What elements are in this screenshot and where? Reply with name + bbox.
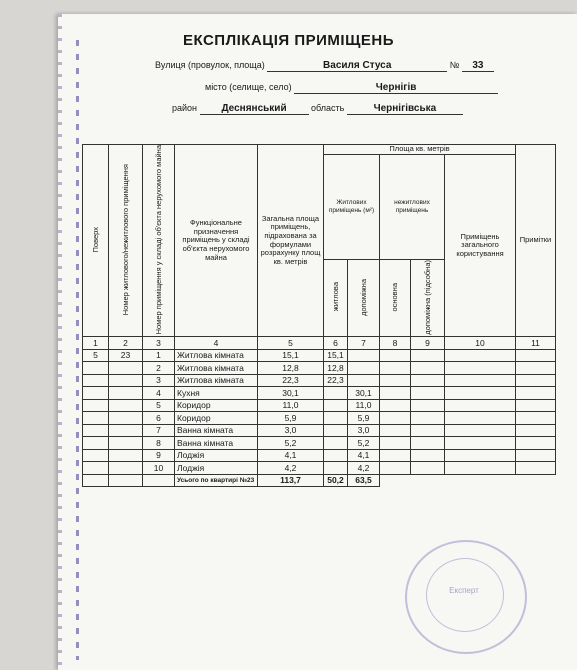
cell-auxiliary-area: 30,1 [348, 387, 380, 400]
header-room-number: Номер приміщення у складі об'єкта нерухомого майна [143, 145, 175, 337]
header-auxiliary-basement: допоміжна (підсобна) [411, 259, 445, 337]
number-value: 33 [462, 60, 494, 72]
cell-living-area [324, 449, 348, 462]
cell-apartment [109, 462, 143, 475]
cell-room: 10 [143, 462, 175, 475]
table-row [83, 449, 556, 462]
total-label: Усього по квартирі №23 [175, 474, 258, 487]
column-number: 10 [445, 337, 516, 350]
cell-total-area: 11,0 [258, 399, 324, 412]
table-body [83, 349, 556, 474]
cell-empty [411, 449, 445, 462]
cell-empty [445, 424, 516, 437]
cell-empty [109, 474, 143, 487]
cell-empty [516, 424, 556, 437]
table-row [83, 399, 556, 412]
cell-room-name: Житлова кімната [175, 374, 258, 387]
cell-empty [445, 437, 516, 450]
cell-empty [445, 449, 516, 462]
cell-apartment [109, 412, 143, 425]
column-number: 7 [348, 337, 380, 350]
cell-floor [83, 437, 109, 450]
cell-empty [380, 387, 411, 400]
cell-empty [411, 349, 445, 362]
cell-room: 8 [143, 437, 175, 450]
column-number: 8 [380, 337, 411, 350]
city-value: Чернігів [294, 82, 498, 94]
header-area-group: Площа кв. метрів [324, 145, 516, 155]
cell-apartment [109, 362, 143, 375]
cell-apartment [109, 424, 143, 437]
column-number: 2 [109, 337, 143, 350]
cell-empty [516, 374, 556, 387]
cell-room-name: Ванна кімната [175, 437, 258, 450]
cell-room-name: Ванна кімната [175, 424, 258, 437]
document-title: ЕКСПЛІКАЦІЯ ПРИМІЩЕНЬ [183, 32, 394, 49]
cell-empty [445, 462, 516, 475]
cell-empty [380, 399, 411, 412]
cell-room: 4 [143, 387, 175, 400]
header-living-group: Житлових приміщень (м²) [324, 154, 380, 259]
cell-total-area: 3,0 [258, 424, 324, 437]
table-row [83, 387, 556, 400]
cell-living-area [324, 399, 348, 412]
header-nonliving-group: нежитлових приміщень [380, 154, 445, 259]
cell-empty [445, 362, 516, 375]
column-number: 4 [175, 337, 258, 350]
header-main: основна [380, 259, 411, 337]
cell-total-area: 4,2 [258, 462, 324, 475]
page-binding [58, 14, 62, 670]
cell-auxiliary-area: 4,2 [348, 462, 380, 475]
table-row [83, 374, 556, 387]
cell-empty [380, 374, 411, 387]
cell-room-name: Коридор [175, 412, 258, 425]
cell-floor [83, 399, 109, 412]
cell-living-area [324, 412, 348, 425]
cell-floor [83, 449, 109, 462]
cell-empty [516, 349, 556, 362]
cell-empty [83, 474, 109, 487]
cell-empty [516, 362, 556, 375]
cell-floor [83, 424, 109, 437]
column-number: 9 [411, 337, 445, 350]
cell-empty [380, 462, 411, 475]
cell-floor [83, 462, 109, 475]
cell-empty [411, 462, 445, 475]
cell-living-area: 22,3 [324, 374, 348, 387]
cell-empty [516, 449, 556, 462]
cell-room-name: Лоджія [175, 462, 258, 475]
cell-empty [411, 399, 445, 412]
cell-floor [83, 387, 109, 400]
cell-living-area [324, 424, 348, 437]
city-field [205, 82, 498, 94]
column-numbers-row [83, 337, 556, 350]
cell-empty [411, 387, 445, 400]
cell-empty [143, 474, 175, 487]
oblast-label: область [311, 103, 345, 113]
table-row [83, 437, 556, 450]
city-label: місто (селище, село) [205, 82, 292, 92]
cell-total-area: 30,1 [258, 387, 324, 400]
street-label: Вулиця (провулок, площа) [155, 60, 265, 70]
cell-empty [445, 349, 516, 362]
cell-apartment [109, 449, 143, 462]
cell-empty [516, 437, 556, 450]
cell-empty [411, 412, 445, 425]
cell-empty [445, 399, 516, 412]
cell-empty [411, 424, 445, 437]
street-field [155, 60, 494, 72]
cell-total-area: 22,3 [258, 374, 324, 387]
cell-total-area: 15,1 [258, 349, 324, 362]
header-function: Функціональне призначення приміщень у складі об'єкта нерухомого майна [175, 145, 258, 337]
cell-empty [380, 349, 411, 362]
cell-living-area [324, 387, 348, 400]
cell-floor [83, 362, 109, 375]
cell-room: 3 [143, 374, 175, 387]
total-auxiliary: 63,5 [348, 474, 380, 487]
cell-living-area: 15,1 [324, 349, 348, 362]
district-value: Деснянський [200, 103, 309, 115]
table-row [83, 349, 556, 362]
column-number: 6 [324, 337, 348, 350]
header-apartment-number: Номер житлового/нежитлового приміщення [109, 145, 143, 337]
cell-auxiliary-area [348, 374, 380, 387]
cell-empty [445, 412, 516, 425]
cell-floor [83, 412, 109, 425]
cell-empty [445, 387, 516, 400]
explication-table [82, 144, 556, 487]
header-floor: Поверх [83, 145, 109, 337]
cell-empty [516, 387, 556, 400]
cell-auxiliary-area: 3,0 [348, 424, 380, 437]
cell-room-name: Кухня [175, 387, 258, 400]
cell-empty [411, 362, 445, 375]
cell-room-name: Коридор [175, 399, 258, 412]
cell-room: 5 [143, 399, 175, 412]
cell-apartment [109, 374, 143, 387]
number-label: № [449, 60, 460, 70]
cell-living-area [324, 462, 348, 475]
cell-empty [380, 437, 411, 450]
cell-total-area: 5,2 [258, 437, 324, 450]
cell-empty [380, 362, 411, 375]
cell-auxiliary-area [348, 349, 380, 362]
district-field [172, 103, 463, 115]
cell-empty [516, 462, 556, 475]
cell-apartment [109, 387, 143, 400]
cell-total-area: 12,8 [258, 362, 324, 375]
cell-living-area: 12,8 [324, 362, 348, 375]
cell-room-name: Житлова кімната [175, 349, 258, 362]
cell-auxiliary-area: 11,0 [348, 399, 380, 412]
table-row [83, 412, 556, 425]
cell-empty [411, 374, 445, 387]
cell-empty [445, 374, 516, 387]
stamp-text: Експерт [449, 586, 479, 595]
cell-empty [411, 437, 445, 450]
official-stamp-inner [426, 558, 504, 632]
column-number: 11 [516, 337, 556, 350]
cell-auxiliary-area: 4,1 [348, 449, 380, 462]
table-row [83, 362, 556, 375]
cell-auxiliary-area: 5,9 [348, 412, 380, 425]
table-row [83, 462, 556, 475]
street-value: Василя Стуса [267, 60, 447, 72]
column-number: 3 [143, 337, 175, 350]
total-area: 113,7 [258, 474, 324, 487]
cell-room-name: Лоджія [175, 449, 258, 462]
total-row [83, 474, 556, 487]
cell-empty [380, 424, 411, 437]
header-notes: Примітки [516, 145, 556, 337]
cell-apartment [109, 437, 143, 450]
cell-room: 2 [143, 362, 175, 375]
cell-empty [516, 412, 556, 425]
cell-room: 7 [143, 424, 175, 437]
cell-room: 1 [143, 349, 175, 362]
cell-floor [83, 374, 109, 387]
cell-total-area: 4,1 [258, 449, 324, 462]
cell-apartment [109, 399, 143, 412]
cell-living-area [324, 437, 348, 450]
header-total-area: Загальна площа приміщень, підрахована за формулами розрахунку площ кв. метрів [258, 145, 324, 337]
cell-apartment: 23 [109, 349, 143, 362]
column-number: 1 [83, 337, 109, 350]
cell-room: 9 [143, 449, 175, 462]
cell-auxiliary-area: 5,2 [348, 437, 380, 450]
cell-empty [516, 399, 556, 412]
column-number: 5 [258, 337, 324, 350]
cell-floor: 5 [83, 349, 109, 362]
cell-room: 6 [143, 412, 175, 425]
header-auxiliary: допоміжна [348, 259, 380, 337]
total-living: 50,2 [324, 474, 348, 487]
cell-auxiliary-area [348, 362, 380, 375]
cell-empty [380, 449, 411, 462]
cell-empty [380, 412, 411, 425]
cell-total-area: 5,9 [258, 412, 324, 425]
district-label: район [172, 103, 198, 113]
header-common-use: Приміщень загального користування [445, 154, 516, 337]
cell-room-name: Житлова кімната [175, 362, 258, 375]
table-row [83, 424, 556, 437]
header-living: житлова [324, 259, 348, 337]
oblast-value: Чернігівська [347, 103, 463, 115]
binding-stitch [76, 40, 79, 660]
